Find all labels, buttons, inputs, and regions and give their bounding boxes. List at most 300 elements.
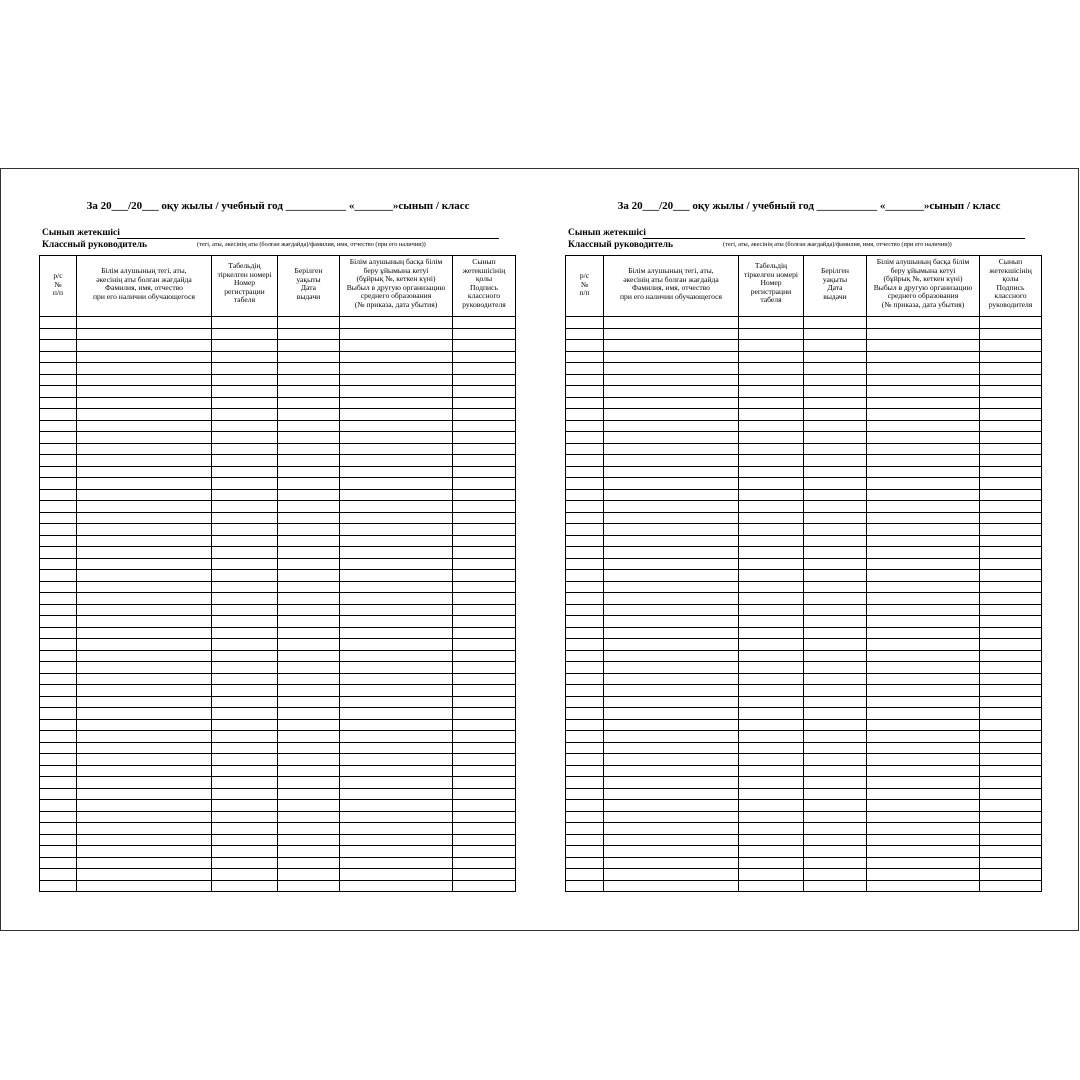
table-cell[interactable] <box>278 880 340 892</box>
table-cell[interactable] <box>980 731 1042 743</box>
table-cell[interactable] <box>804 374 867 386</box>
table-cell[interactable] <box>77 639 212 651</box>
table-cell[interactable] <box>804 593 867 605</box>
table-cell[interactable] <box>278 328 340 340</box>
table-cell[interactable] <box>77 432 212 444</box>
table-cell[interactable] <box>212 719 278 731</box>
table-cell[interactable] <box>77 397 212 409</box>
table-cell[interactable] <box>739 869 804 881</box>
table-cell[interactable] <box>278 443 340 455</box>
table-cell[interactable] <box>278 581 340 593</box>
table-cell[interactable] <box>980 340 1042 352</box>
table-cell[interactable] <box>566 742 604 754</box>
table-cell[interactable] <box>739 811 804 823</box>
table-cell[interactable] <box>340 593 453 605</box>
table-cell[interactable] <box>867 800 980 812</box>
table-cell[interactable] <box>566 524 604 536</box>
table-cell[interactable] <box>739 512 804 524</box>
table-cell[interactable] <box>77 328 212 340</box>
table-cell[interactable] <box>980 765 1042 777</box>
table-cell[interactable] <box>453 593 516 605</box>
table-cell[interactable] <box>212 420 278 432</box>
table-cell[interactable] <box>867 478 980 490</box>
table-cell[interactable] <box>77 409 212 421</box>
table-cell[interactable] <box>212 489 278 501</box>
table-cell[interactable] <box>604 432 739 444</box>
table-cell[interactable] <box>77 581 212 593</box>
table-cell[interactable] <box>340 363 453 375</box>
table-cell[interactable] <box>867 811 980 823</box>
table-cell[interactable] <box>804 340 867 352</box>
table-cell[interactable] <box>40 478 77 490</box>
table-cell[interactable] <box>566 685 604 697</box>
table-cell[interactable] <box>604 696 739 708</box>
table-cell[interactable] <box>40 627 77 639</box>
table-cell[interactable] <box>566 754 604 766</box>
table-cell[interactable] <box>40 535 77 547</box>
table-cell[interactable] <box>867 593 980 605</box>
table-cell[interactable] <box>278 708 340 720</box>
table-cell[interactable] <box>77 547 212 559</box>
table-cell[interactable] <box>212 869 278 881</box>
table-cell[interactable] <box>739 455 804 467</box>
table-cell[interactable] <box>212 823 278 835</box>
table-cell[interactable] <box>566 834 604 846</box>
table-cell[interactable] <box>739 409 804 421</box>
table-cell[interactable] <box>278 409 340 421</box>
table-cell[interactable] <box>980 742 1042 754</box>
table-cell[interactable] <box>77 351 212 363</box>
table-cell[interactable] <box>278 754 340 766</box>
table-cell[interactable] <box>340 501 453 513</box>
table-cell[interactable] <box>867 788 980 800</box>
table-cell[interactable] <box>867 650 980 662</box>
table-cell[interactable] <box>804 685 867 697</box>
table-cell[interactable] <box>604 501 739 513</box>
table-cell[interactable] <box>867 696 980 708</box>
table-cell[interactable] <box>212 535 278 547</box>
table-cell[interactable] <box>739 696 804 708</box>
table-cell[interactable] <box>453 547 516 559</box>
table-cell[interactable] <box>453 386 516 398</box>
table-cell[interactable] <box>212 547 278 559</box>
table-cell[interactable] <box>566 374 604 386</box>
table-cell[interactable] <box>40 317 77 329</box>
table-cell[interactable] <box>40 673 77 685</box>
table-cell[interactable] <box>804 443 867 455</box>
table-cell[interactable] <box>77 524 212 536</box>
table-cell[interactable] <box>340 570 453 582</box>
table-cell[interactable] <box>278 420 340 432</box>
table-cell[interactable] <box>867 351 980 363</box>
table-cell[interactable] <box>804 409 867 421</box>
table-cell[interactable] <box>278 685 340 697</box>
table-cell[interactable] <box>867 685 980 697</box>
table-cell[interactable] <box>604 478 739 490</box>
table-cell[interactable] <box>77 478 212 490</box>
table-cell[interactable] <box>566 604 604 616</box>
table-cell[interactable] <box>739 742 804 754</box>
table-cell[interactable] <box>77 616 212 628</box>
table-cell[interactable] <box>212 742 278 754</box>
table-cell[interactable] <box>278 604 340 616</box>
table-cell[interactable] <box>980 489 1042 501</box>
table-cell[interactable] <box>604 535 739 547</box>
table-cell[interactable] <box>40 501 77 513</box>
table-cell[interactable] <box>77 317 212 329</box>
table-cell[interactable] <box>212 363 278 375</box>
table-cell[interactable] <box>566 478 604 490</box>
table-cell[interactable] <box>566 466 604 478</box>
table-cell[interactable] <box>980 328 1042 340</box>
table-cell[interactable] <box>604 742 739 754</box>
table-cell[interactable] <box>40 363 77 375</box>
table-cell[interactable] <box>453 846 516 858</box>
table-cell[interactable] <box>867 432 980 444</box>
table-cell[interactable] <box>604 777 739 789</box>
table-cell[interactable] <box>278 823 340 835</box>
table-cell[interactable] <box>40 650 77 662</box>
table-cell[interactable] <box>278 535 340 547</box>
table-cell[interactable] <box>739 777 804 789</box>
table-cell[interactable] <box>340 765 453 777</box>
table-cell[interactable] <box>340 708 453 720</box>
table-cell[interactable] <box>867 823 980 835</box>
table-cell[interactable] <box>804 788 867 800</box>
table-cell[interactable] <box>604 731 739 743</box>
table-cell[interactable] <box>566 616 604 628</box>
table-cell[interactable] <box>867 731 980 743</box>
table-cell[interactable] <box>867 489 980 501</box>
table-cell[interactable] <box>739 593 804 605</box>
table-cell[interactable] <box>278 616 340 628</box>
table-cell[interactable] <box>77 340 212 352</box>
table-cell[interactable] <box>340 742 453 754</box>
table-cell[interactable] <box>980 317 1042 329</box>
table-cell[interactable] <box>77 443 212 455</box>
table-cell[interactable] <box>77 374 212 386</box>
table-cell[interactable] <box>980 857 1042 869</box>
table-cell[interactable] <box>804 627 867 639</box>
table-cell[interactable] <box>340 489 453 501</box>
table-cell[interactable] <box>980 800 1042 812</box>
table-cell[interactable] <box>40 823 77 835</box>
table-cell[interactable] <box>804 363 867 375</box>
table-cell[interactable] <box>77 604 212 616</box>
table-cell[interactable] <box>77 846 212 858</box>
table-cell[interactable] <box>566 558 604 570</box>
table-cell[interactable] <box>40 685 77 697</box>
table-cell[interactable] <box>566 501 604 513</box>
table-cell[interactable] <box>40 328 77 340</box>
table-cell[interactable] <box>40 420 77 432</box>
table-cell[interactable] <box>340 788 453 800</box>
table-cell[interactable] <box>40 765 77 777</box>
table-cell[interactable] <box>212 409 278 421</box>
table-cell[interactable] <box>804 535 867 547</box>
table-cell[interactable] <box>212 581 278 593</box>
table-cell[interactable] <box>453 777 516 789</box>
table-cell[interactable] <box>278 524 340 536</box>
table-cell[interactable] <box>40 570 77 582</box>
table-cell[interactable] <box>453 708 516 720</box>
table-cell[interactable] <box>566 535 604 547</box>
table-cell[interactable] <box>40 489 77 501</box>
table-cell[interactable] <box>867 340 980 352</box>
table-cell[interactable] <box>212 397 278 409</box>
table-cell[interactable] <box>980 604 1042 616</box>
table-cell[interactable] <box>340 673 453 685</box>
table-cell[interactable] <box>40 719 77 731</box>
table-cell[interactable] <box>604 719 739 731</box>
table-cell[interactable] <box>77 765 212 777</box>
table-cell[interactable] <box>980 811 1042 823</box>
table-cell[interactable] <box>278 731 340 743</box>
table-cell[interactable] <box>77 386 212 398</box>
table-cell[interactable] <box>77 754 212 766</box>
table-cell[interactable] <box>453 524 516 536</box>
table-cell[interactable] <box>804 581 867 593</box>
table-cell[interactable] <box>453 834 516 846</box>
table-cell[interactable] <box>77 742 212 754</box>
table-cell[interactable] <box>340 397 453 409</box>
table-cell[interactable] <box>340 616 453 628</box>
table-cell[interactable] <box>804 328 867 340</box>
table-cell[interactable] <box>278 834 340 846</box>
table-cell[interactable] <box>40 581 77 593</box>
table-cell[interactable] <box>867 719 980 731</box>
table-cell[interactable] <box>804 420 867 432</box>
table-cell[interactable] <box>980 719 1042 731</box>
table-cell[interactable] <box>804 823 867 835</box>
table-cell[interactable] <box>980 397 1042 409</box>
table-cell[interactable] <box>566 443 604 455</box>
table-cell[interactable] <box>867 317 980 329</box>
table-cell[interactable] <box>278 351 340 363</box>
table-cell[interactable] <box>40 834 77 846</box>
table-cell[interactable] <box>453 512 516 524</box>
table-cell[interactable] <box>212 662 278 674</box>
table-cell[interactable] <box>739 788 804 800</box>
table-cell[interactable] <box>604 869 739 881</box>
table-cell[interactable] <box>77 558 212 570</box>
table-cell[interactable] <box>77 880 212 892</box>
table-cell[interactable] <box>77 627 212 639</box>
table-cell[interactable] <box>739 374 804 386</box>
table-cell[interactable] <box>739 489 804 501</box>
table-cell[interactable] <box>212 432 278 444</box>
table-cell[interactable] <box>867 512 980 524</box>
table-cell[interactable] <box>867 662 980 674</box>
table-cell[interactable] <box>604 386 739 398</box>
table-cell[interactable] <box>980 466 1042 478</box>
table-cell[interactable] <box>40 351 77 363</box>
table-cell[interactable] <box>453 501 516 513</box>
table-cell[interactable] <box>566 409 604 421</box>
table-cell[interactable] <box>40 397 77 409</box>
table-cell[interactable] <box>77 420 212 432</box>
table-cell[interactable] <box>40 432 77 444</box>
table-cell[interactable] <box>40 800 77 812</box>
table-cell[interactable] <box>804 524 867 536</box>
table-cell[interactable] <box>212 478 278 490</box>
table-cell[interactable] <box>453 466 516 478</box>
table-cell[interactable] <box>867 455 980 467</box>
table-cell[interactable] <box>212 374 278 386</box>
table-cell[interactable] <box>980 777 1042 789</box>
table-cell[interactable] <box>278 489 340 501</box>
table-cell[interactable] <box>804 811 867 823</box>
table-cell[interactable] <box>804 880 867 892</box>
table-cell[interactable] <box>77 673 212 685</box>
table-cell[interactable] <box>604 340 739 352</box>
table-cell[interactable] <box>739 340 804 352</box>
table-cell[interactable] <box>40 524 77 536</box>
table-cell[interactable] <box>804 512 867 524</box>
table-cell[interactable] <box>340 409 453 421</box>
table-cell[interactable] <box>40 811 77 823</box>
table-cell[interactable] <box>453 432 516 444</box>
table-cell[interactable] <box>278 662 340 674</box>
table-cell[interactable] <box>40 857 77 869</box>
table-cell[interactable] <box>739 731 804 743</box>
table-cell[interactable] <box>566 777 604 789</box>
table-cell[interactable] <box>739 317 804 329</box>
table-cell[interactable] <box>453 742 516 754</box>
table-cell[interactable] <box>278 374 340 386</box>
table-cell[interactable] <box>604 800 739 812</box>
table-cell[interactable] <box>867 328 980 340</box>
table-cell[interactable] <box>77 708 212 720</box>
table-cell[interactable] <box>77 593 212 605</box>
table-cell[interactable] <box>566 823 604 835</box>
table-cell[interactable] <box>340 558 453 570</box>
table-cell[interactable] <box>739 823 804 835</box>
table-cell[interactable] <box>40 455 77 467</box>
table-cell[interactable] <box>867 397 980 409</box>
table-cell[interactable] <box>739 328 804 340</box>
table-cell[interactable] <box>980 708 1042 720</box>
table-cell[interactable] <box>804 317 867 329</box>
table-cell[interactable] <box>340 524 453 536</box>
table-cell[interactable] <box>604 823 739 835</box>
table-cell[interactable] <box>453 869 516 881</box>
table-cell[interactable] <box>804 731 867 743</box>
table-cell[interactable] <box>278 846 340 858</box>
table-cell[interactable] <box>604 455 739 467</box>
table-cell[interactable] <box>340 846 453 858</box>
table-cell[interactable] <box>453 351 516 363</box>
table-cell[interactable] <box>604 351 739 363</box>
table-cell[interactable] <box>212 627 278 639</box>
table-cell[interactable] <box>566 317 604 329</box>
table-cell[interactable] <box>453 719 516 731</box>
table-cell[interactable] <box>278 765 340 777</box>
table-cell[interactable] <box>212 834 278 846</box>
table-cell[interactable] <box>804 777 867 789</box>
table-cell[interactable] <box>340 650 453 662</box>
table-cell[interactable] <box>340 754 453 766</box>
table-cell[interactable] <box>980 524 1042 536</box>
table-cell[interactable] <box>867 558 980 570</box>
table-cell[interactable] <box>804 662 867 674</box>
table-cell[interactable] <box>804 765 867 777</box>
table-cell[interactable] <box>278 432 340 444</box>
table-cell[interactable] <box>867 420 980 432</box>
table-cell[interactable] <box>453 397 516 409</box>
table-cell[interactable] <box>453 570 516 582</box>
table-cell[interactable] <box>453 765 516 777</box>
table-cell[interactable] <box>453 857 516 869</box>
table-cell[interactable] <box>278 869 340 881</box>
table-cell[interactable] <box>453 340 516 352</box>
table-cell[interactable] <box>340 420 453 432</box>
table-cell[interactable] <box>980 351 1042 363</box>
table-cell[interactable] <box>804 466 867 478</box>
table-cell[interactable] <box>77 685 212 697</box>
table-cell[interactable] <box>604 708 739 720</box>
table-cell[interactable] <box>739 547 804 559</box>
table-cell[interactable] <box>278 593 340 605</box>
table-cell[interactable] <box>340 880 453 892</box>
table-cell[interactable] <box>980 420 1042 432</box>
table-cell[interactable] <box>980 639 1042 651</box>
table-cell[interactable] <box>739 570 804 582</box>
table-cell[interactable] <box>604 409 739 421</box>
table-cell[interactable] <box>980 754 1042 766</box>
table-cell[interactable] <box>566 363 604 375</box>
table-cell[interactable] <box>739 650 804 662</box>
table-cell[interactable] <box>804 547 867 559</box>
table-cell[interactable] <box>212 328 278 340</box>
table-cell[interactable] <box>604 811 739 823</box>
table-cell[interactable] <box>340 466 453 478</box>
table-cell[interactable] <box>739 765 804 777</box>
table-cell[interactable] <box>804 696 867 708</box>
table-cell[interactable] <box>604 524 739 536</box>
table-cell[interactable] <box>566 386 604 398</box>
table-cell[interactable] <box>867 386 980 398</box>
table-cell[interactable] <box>340 386 453 398</box>
table-cell[interactable] <box>340 639 453 651</box>
table-cell[interactable] <box>212 696 278 708</box>
table-cell[interactable] <box>566 570 604 582</box>
table-cell[interactable] <box>278 742 340 754</box>
table-cell[interactable] <box>453 800 516 812</box>
table-cell[interactable] <box>604 673 739 685</box>
table-cell[interactable] <box>604 443 739 455</box>
table-cell[interactable] <box>212 466 278 478</box>
table-cell[interactable] <box>739 501 804 513</box>
table-cell[interactable] <box>212 501 278 513</box>
table-cell[interactable] <box>980 558 1042 570</box>
table-cell[interactable] <box>566 650 604 662</box>
table-cell[interactable] <box>867 535 980 547</box>
table-cell[interactable] <box>278 317 340 329</box>
table-cell[interactable] <box>804 754 867 766</box>
table-cell[interactable] <box>804 604 867 616</box>
table-cell[interactable] <box>604 489 739 501</box>
table-cell[interactable] <box>867 639 980 651</box>
table-cell[interactable] <box>604 604 739 616</box>
table-cell[interactable] <box>212 524 278 536</box>
table-cell[interactable] <box>867 857 980 869</box>
table-cell[interactable] <box>453 616 516 628</box>
table-cell[interactable] <box>604 558 739 570</box>
table-cell[interactable] <box>867 466 980 478</box>
table-cell[interactable] <box>453 696 516 708</box>
table-cell[interactable] <box>453 685 516 697</box>
